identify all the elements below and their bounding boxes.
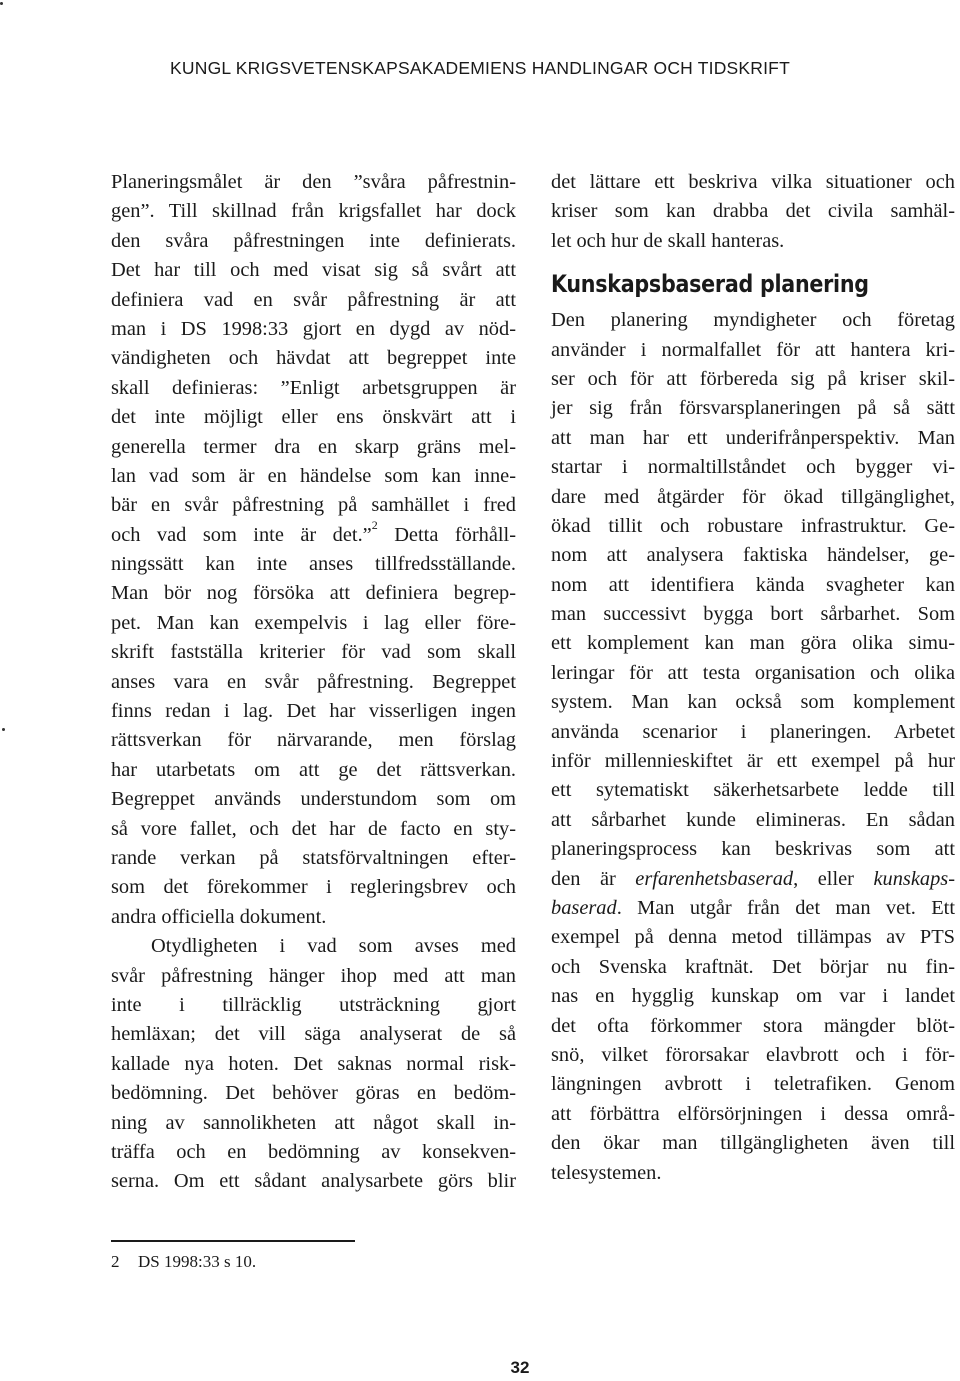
text-line: nas en hygglig kunskap om var i landet (551, 985, 955, 1008)
text-line: bär en svår påfrestning på samhället i fred (111, 494, 516, 517)
line-group (111, 168, 516, 521)
text-line: ning av sannolikheten att något skall in- (111, 1111, 516, 1134)
text-line: längningen avbrott i teletrafiken. Genom (551, 1073, 955, 1096)
text-line: inför millennieskiftet är ett exempel på hur (551, 750, 955, 773)
text-line: skrift fastställa kriterier för vad som skall (111, 641, 516, 664)
right-paragraph-2 (551, 306, 955, 1188)
text-line: svår påfrestning hänger ihop med att man (111, 964, 516, 987)
text-span: den är (551, 867, 636, 890)
text-line: dare med åtgärder för ökad tillgänglighet, (551, 485, 955, 508)
text-line: andra officiella dokument. (111, 905, 327, 928)
footnote-separator (111, 1240, 355, 1242)
text-line: har utarbetats om att ge det rättsverkan. (111, 758, 516, 781)
text-line: nom att identifiera kända svagheter kan (551, 573, 955, 596)
text-line: planeringsprocess kan beskrivas som att (551, 838, 955, 861)
line-group (111, 550, 516, 932)
text-line: så vore fallet, och det har de facto en sty- (111, 817, 516, 840)
text-line: att man har ett underifrånperspektiv. Man (551, 426, 955, 449)
text-span: , eller (793, 867, 874, 890)
text-span: Detta förhåll- (377, 523, 516, 546)
footnote (111, 1252, 256, 1272)
text-line: Man bör nog försöka att definiera begrep- (111, 582, 516, 605)
text-line: Planeringsmålet är den ”svåra påfrestnin- (111, 171, 516, 193)
text-line: ningssätt kan inte anses tillfredsställande. (111, 553, 516, 576)
text-line: system. Man kan också som komplement (551, 691, 955, 714)
text-line: lan vad som är en händelse som kan inne- (111, 464, 516, 487)
line-group (551, 306, 955, 864)
text-line: nom att analysera faktiska händelser, ge- (551, 544, 955, 567)
right-column (551, 168, 955, 1188)
text-line: telesystemen. (551, 1161, 662, 1184)
text-line: snö, vilket förorsakar elavbrott och i för- (551, 1043, 955, 1066)
text-line: Begreppet används understundom som om (111, 788, 516, 811)
line-group (551, 168, 955, 256)
text-line: vändigheten och hävdat att begreppet inte (111, 347, 516, 370)
text-line: Det har till och med visat sig så svårt att (111, 259, 516, 282)
text-span: och vad som inte är det.” (111, 523, 372, 546)
text-line: skall definieras: ”Enligt arbetsgruppen är (111, 376, 516, 399)
text-line: Otydligheten i vad som avses med (151, 935, 516, 958)
text-line: gen”. Till skillnad från krigsfallet har dock (111, 200, 516, 223)
footnote-text: DS 1998:33 s 10. (138, 1252, 257, 1271)
footnote-number: 2 (111, 1252, 120, 1271)
left-paragraph-2 (111, 932, 516, 1197)
running-header: KUNGL KRIGSVETENSKAPSAKADEMIENS HANDLINGAR OCH TIDSKRIFT (170, 58, 790, 78)
text-line: ett sytematiskt säkerhetsarbete ledde till (551, 779, 955, 802)
text-line: ökad tillit och robustare infrastruktur. Ge- (551, 514, 955, 537)
italic-term: baserad (551, 896, 617, 919)
text-line: serna. Om ett sådant analysarbete görs blir (111, 1170, 516, 1193)
text-line: generella termer dra en skarp gräns mel- (111, 435, 516, 458)
text-line: det ofta förkommer stora mängder blöt- (551, 1014, 955, 1037)
text-line: jer sig från försvarsplaneringen på så sätt (551, 397, 955, 420)
text-line: man successivt bygga bort sårbarhet. Som (551, 603, 955, 626)
text-line: exempel på denna metod tillämpas av PTS (551, 926, 955, 949)
text-line: som det förekommer i regleringsbrev och (111, 876, 516, 899)
text-line: det inte möjligt eller ens önskvärt att i (111, 406, 516, 429)
italic-term: kunskaps- (873, 867, 955, 890)
text-line: bedömning. Det behöver göras en bedöm- (111, 1082, 516, 1105)
text-line: Den planering myndigheter och företag (551, 309, 955, 332)
text-line-with-italics (551, 865, 955, 894)
text-line: att sårbarhet kunde elimineras. En sådan (551, 808, 955, 831)
line-group (111, 932, 516, 1197)
text-line: man i DS 1998:33 gjort en dygd av nöd- (111, 317, 516, 340)
text-span: . Man utgår från det man vet. Ett (616, 896, 955, 919)
page-number: 32 (510, 1358, 530, 1377)
scan-speck (0, 2, 3, 5)
text-line-with-italics (551, 894, 955, 923)
text-line: rättsverkan för närvarande, men förslag (111, 729, 516, 752)
text-line: pet. Man kan exempelvis i lag eller före- (111, 611, 516, 634)
text-line: kallade nya hoten. Det saknas normal risk- (111, 1052, 516, 1075)
text-line: den svåra påfrestningen inte definierats. (111, 229, 516, 252)
text-line: inte i tillräcklig utsträckning gjort (111, 993, 516, 1016)
left-column (111, 168, 516, 1197)
text-line: och Svenska kraftnät. Det börjar nu fin- (551, 955, 955, 978)
text-line: anses vara en svår påfrestning. Begreppet (111, 670, 516, 693)
text-line: finns redan i lag. Det har visserligen ingen (111, 700, 516, 723)
text-line: kriser som kan drabba det civila samhäl- (551, 200, 955, 223)
text-line: let och hur de skall hanteras. (551, 229, 785, 252)
text-line: startar i normaltillståndet och bygger vi- (551, 456, 955, 479)
text-line: använder i normalfallet för att hantera kri- (551, 338, 955, 361)
text-line: hemläxan; det vill säga analyserat de så (111, 1023, 516, 1046)
italic-term: erfarenhetsbaserad (635, 867, 794, 890)
text-line: den ökar man tillgängligheten även till (551, 1132, 955, 1155)
text-line: att förbättra elförsörjningen i dessa områ- (551, 1102, 955, 1125)
text-line: det lättare ett beskriva vilka situationer och (551, 171, 955, 193)
text-line-with-footnote (111, 517, 516, 550)
text-line: leringar för att testa organisation och olika (551, 661, 955, 684)
text-line: träffa och en bedömning av konsekven- (111, 1140, 516, 1163)
text-line: rande verkan på statsförvaltningen efter- (111, 846, 516, 869)
text-line: ett komplement kan man göra olika simu- (551, 632, 955, 655)
footnote-reference[interactable]: 2 (371, 517, 378, 532)
right-paragraph-1 (551, 168, 955, 256)
left-paragraph-1 (111, 168, 516, 932)
text-line: använda scenarior i planeringen. Arbetet (551, 720, 955, 743)
text-line: ser och för att förbereda sig på kriser skil- (551, 367, 955, 390)
line-group (551, 923, 955, 1188)
section-heading: Kunskapsbaserad planering (551, 270, 869, 299)
scan-speck (2, 728, 5, 731)
text-line: definiera vad en svår påfrestning är att (111, 288, 516, 311)
